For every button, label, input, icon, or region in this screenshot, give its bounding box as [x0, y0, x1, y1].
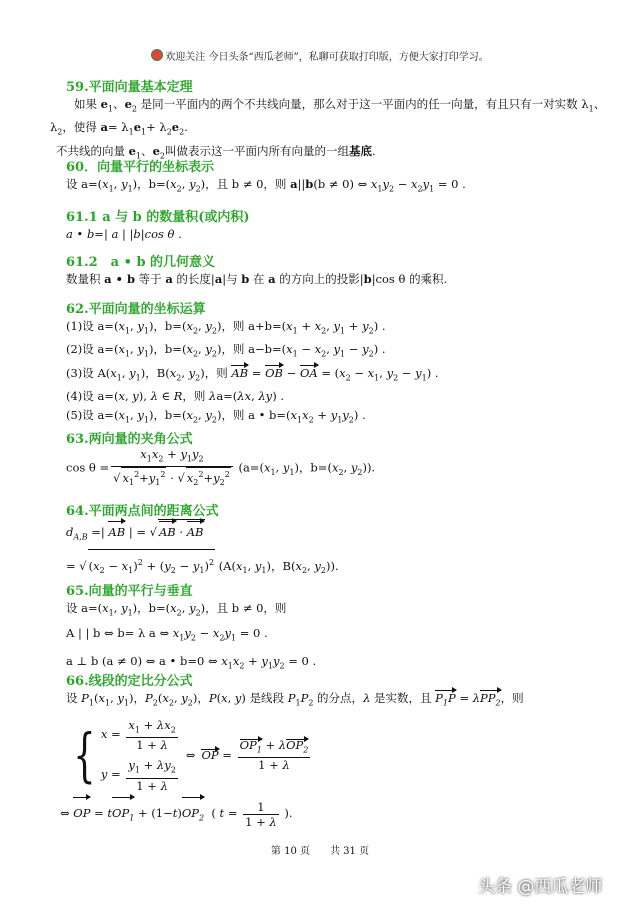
page-footer: 第 10 页 共 31 页: [270, 846, 370, 857]
section-61-2: [66, 251, 586, 289]
section-60: [66, 156, 586, 198]
section-title: 66.线段的定比分公式: [66, 674, 193, 689]
section-title: 59.平面向量基本定理: [66, 80, 193, 95]
text-line: 不共线的向量 $e_1$、$e_2$叫做表示这一平面内所有向量的一组基底.: [56, 143, 376, 160]
formula-line: cos θ = $\frac{x_1x_2 + y_1y_2}{√ x_1^2+y_1^2 \cdot √ x_2^2+y_2^2}$ ($a=(x_1$, $y_1$)，$b=(x_2$, $y_2$)).: [66, 447, 586, 493]
text-line: (4)设 a=(x, y), λ ∈ R，则 λa=(λx, λy) .: [66, 388, 284, 403]
section-title: 61.1 a 与 b 的数量积(或内积): [66, 210, 250, 225]
formula-line: = √ $(x_2 - x_1)^2 + (y_2 - y_1)^2$ ($A(x_1$, $y_1$)，$B(x_2$, $y_2$)).: [66, 549, 586, 584]
section-title: 65.向量的平行与垂直: [66, 584, 193, 599]
text-line: A | | b ⇔ b= λ a ⇔ $x_1y_2 - x_2y_1 = 0$ .: [66, 626, 268, 643]
section-title: 63.两向量的夹角公式: [66, 432, 193, 447]
section-title: 60．向量平行的坐标表示: [66, 160, 215, 175]
section-65: [66, 580, 586, 677]
formula-line: ⇔ OP = $tOP_1 + (1-t)OP_2$ ( t = $\frac{1}{1 + \lambda}$ ).: [60, 796, 586, 835]
text-line: a ⊥ b (a ≠ 0) ⇔ a • b=0 ⇔ $x_1x_2 + y_1y_2 = 0$ .: [66, 653, 317, 670]
section-62: [66, 298, 586, 429]
system-formula: { x = $\frac{x_1 + \lambda x_2}{1 + \lambda}$ y = $\frac{y_1 + \lambda y_2}{1 + \lambda}$ ⇔ OP = $\frac{OP_1 + \lambda OP_2}{1 + \lambda}$: [73, 718, 309, 793]
section-title: 62.平面向量的坐标运算: [66, 302, 206, 317]
watermark: 头条 @西瓜老师: [478, 877, 603, 897]
text-line: 数量积 a • b 等于 a 的长度|a|与 b 在 a 的方向上的投影|b|cos θ 的乘积.: [66, 272, 448, 286]
text-line: (3)设 $A(x_1$, $y_1$)，$B(x_2$, $y_2$)，则 AB = OB − OA = ($x_2 - x_1$, $y_2 - y_1$) .: [66, 365, 439, 382]
section-59: [50, 76, 606, 165]
text-line: 设 $P_1(x_1$, $y_1$)，$P_2(x_2$, $y_2$)，P(x, y) 是线段 $P_1P_2$ 的分点，λ 是实数，且 $P_1P = \lambda PP_2$，则: [66, 689, 586, 712]
section-63: [66, 428, 586, 493]
text-line: 设 $a=(x_1$, $y_1$)，$b=(x_2$, $y_2$)，且 b ≠ 0，则: [66, 601, 287, 618]
fraction: $\frac{x_1x_2 + y_1y_2}{√ x_1^2+y_1^2 \cdot √ x_2^2+y_2^2}$: [111, 447, 233, 490]
section-title: 64.平面两点间的距离公式: [66, 504, 219, 519]
section-title: 61.2 a • b 的几何意义: [66, 255, 216, 270]
watermelon-icon: [151, 49, 163, 61]
header-banner: 欢迎关注 今日头条“西瓜老师”，私聊可获取打印版，方便大家打印学习。: [0, 48, 640, 63]
text-line: (5)设 $a=(x_1$, $y_1$)，$b=(x_2$, $y_2$)，则 a • $b=(x_1x_2 + y_1y_2)$ .: [66, 407, 366, 425]
text-line: (1)设 $a=(x_1$, $y_1$)，$b=(x_2$, $y_2$)，则 $a+b=(x_1 + x_2$, $y_1 + y_2$) .: [66, 319, 386, 336]
text-line: $\lambda_2$，使得 $a= \lambda_1e_1+ \lambda_2e_2$.: [50, 120, 188, 137]
text-line: 如果 $e_1$、$e_2$ 是同一平面内的两个不共线向量，那么对于这一平面内的任一向量，有且只有一对实数 $\lambda_1$、: [74, 97, 606, 114]
text-line: (2)设 $a=(x_1$, $y_1$)，$b=(x_2$, $y_2$)，则 $a-b=(x_1 - x_2$, $y_1 - y_2$) .: [66, 342, 386, 359]
text-line: 设 $a=(x_1$, $y_1$)，$b=(x_2$, $y_2$)，且 b ≠ 0，则 a||b(b ≠ 0) ⇔ $x_1y_2 - x_2y_1 = 0$ .: [66, 177, 466, 194]
formula-line: $d_{A,B}$ =| AB | = √ AB · AB: [66, 519, 586, 549]
text-line: a • b=| a | |b|cos θ .: [66, 227, 182, 241]
section-64: [66, 500, 586, 584]
section-66: [60, 670, 586, 836]
section-61-1: [66, 206, 586, 244]
left-brace: {: [73, 721, 96, 790]
